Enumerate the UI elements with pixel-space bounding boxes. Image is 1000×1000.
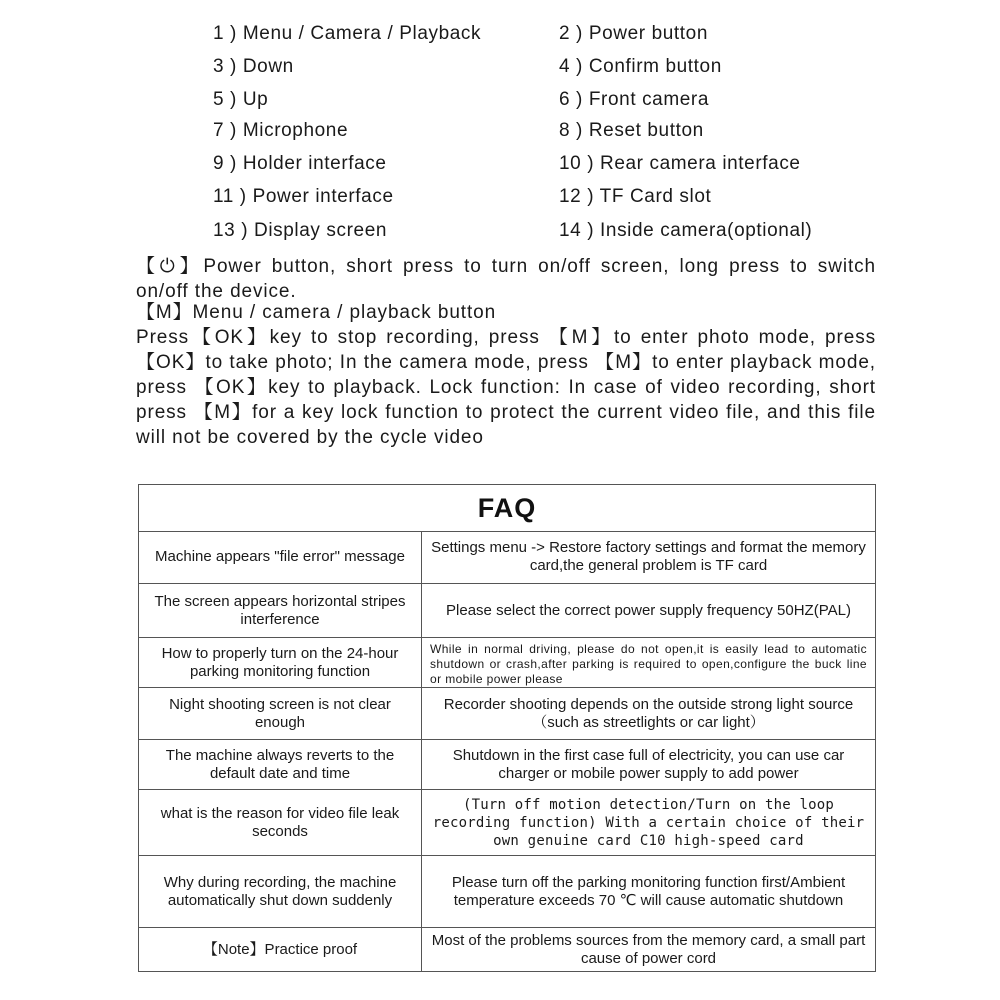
- faq-header: [139, 485, 875, 532]
- part-item-3: 3 ) Down: [213, 56, 294, 77]
- part-item-14: 14 ) Inside camera(optional): [559, 220, 813, 241]
- faq-title: FAQ: [477, 492, 537, 523]
- faq-row: [139, 584, 875, 638]
- faq-answer: Please turn off the parking monitoring function first/Ambient temperature exceeds 70 ℃ will cause automatic shutdown: [451, 873, 846, 909]
- faq-row: [139, 740, 875, 790]
- part-item-11: 11 ) Power interface: [213, 186, 394, 207]
- operations-description: [136, 325, 876, 450]
- part-item-6: 6 ) Front camera: [559, 89, 710, 110]
- power-button-description: [136, 254, 876, 304]
- part-item-5: 5 ) Up: [213, 89, 269, 110]
- faq-question: Machine appears "file error" message: [139, 531, 422, 583]
- part-item-8: 8 ) Reset button: [559, 120, 704, 141]
- faq-answer: Settings menu -> Restore factory settings and format the memory card,the general problem is TF card: [431, 539, 866, 574]
- faq-question: How to properly turn on the 24-hour parking monitoring function: [139, 638, 422, 687]
- menu-description-text: 【M】Menu / camera / playback button: [136, 302, 497, 323]
- part-item-2: 2 ) Power button: [559, 23, 709, 44]
- part-item-7: 7 ) Microphone: [213, 120, 349, 141]
- faq-row: [139, 531, 875, 584]
- part-item-13: 13 ) Display screen: [213, 220, 388, 241]
- faq-answer: Please select the correct power supply frequency 50HZ(PAL): [446, 601, 851, 619]
- faq-row: [139, 638, 875, 688]
- faq-table: [138, 484, 876, 972]
- part-item-12: 12 ) TF Card slot: [559, 186, 712, 207]
- faq-question: The machine always reverts to the default date and time: [139, 740, 422, 789]
- faq-row: [139, 928, 875, 971]
- part-item-1: 1 ) Menu / Camera / Playback: [213, 23, 482, 44]
- operations-description-text: Press【OK】key to stop recording, press 【M】to enter photo mode, press 【OK】to take photo; In the camera mode, press 【M】to enter playback mode, press 【OK】key to playback. Lock function: In case of video recording, short press 【M】for a key lock function to protect the current video file, and this file will not be covered by the cycle video: [136, 327, 876, 448]
- faq-question: what is the reason for video file leak seconds: [139, 790, 422, 855]
- faq-question: The screen appears horizontal stripes interference: [139, 584, 422, 637]
- faq-answer: (Turn off motion detection/Turn on the loop recording function) With a certain choice of their own genuine card C10 high-speed card: [432, 796, 865, 849]
- faq-question: Why during recording, the machine automatically shut down suddenly: [139, 856, 422, 927]
- faq-answer: While in normal driving, please do not open,it is easily lead to automatic shutdown or crash,after parking is required to open,configure the buck line or mobile power please: [430, 642, 867, 686]
- part-item-9: 9 ) Holder interface: [213, 153, 387, 174]
- faq-question: Night shooting screen is not clear enough: [139, 688, 422, 739]
- faq-answer: Recorder shooting depends on the outside strong light source（such as streetlights or car light）: [443, 695, 854, 731]
- part-item-10: 10 ) Rear camera interface: [559, 153, 801, 174]
- faq-answer: Most of the problems sources from the memory card, a small part cause of power cord: [431, 931, 866, 967]
- faq-answer: Shutdown in the first case full of electricity, you can use car charger or mobile power supply to add power: [452, 746, 845, 782]
- faq-row: [139, 856, 875, 928]
- faq-question: 【Note】Practice proof: [139, 928, 422, 971]
- power-description-text: 【⏻】Power button, short press to turn on/off screen, long press to switch on/off the device.: [136, 256, 876, 302]
- menu-button-description: [136, 300, 876, 325]
- part-item-4: 4 ) Confirm button: [559, 56, 722, 77]
- faq-row: [139, 688, 875, 740]
- faq-row: [139, 790, 875, 856]
